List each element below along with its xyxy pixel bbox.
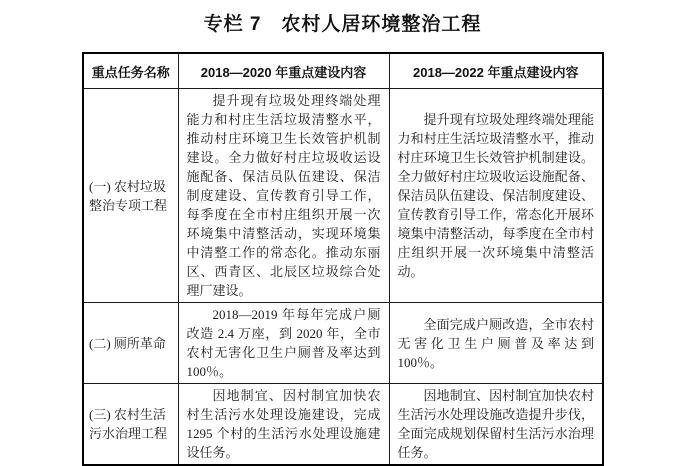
content-2018-2022-cell: 提升现有垃圾处理终端处理能力和村庄生活垃圾清整水平，推动村庄环境卫生长效管护机制建设。全力做好村庄垃圾收运设施配备、保洁员队伍建设、保洁制度建设、宣传教育引导工作，常态化开展环境集中清整活动，每季度在全市村庄组织开展一次环境集中清整活动。 [389,89,603,303]
page-title: 专栏 7 农村人居环境整治工程 [203,14,482,35]
task-name-cell: (三) 农村生活污水治理工程 [83,384,178,466]
content-2018-2020-cell: 提升现有垃圾处理终端处理能力和村庄生活垃圾清整水平，推动村庄环境卫生长效管护机制建设。全力做好村庄垃圾收运设施配备、保洁员队伍建设、保洁制度建设、宣传教育引导工作，每季度在全市村庄组织开展一次环境集中清整活动，实现环境集中清整工作的常态化。推动东丽区、西青区、北辰区垃圾综合处理厂建设。 [178,89,389,303]
header-2018-2020-content: 2018—2020 年重点建设内容 [178,53,389,89]
table-row-sewage-project [83,384,603,466]
table-row-garbage-project [83,89,603,303]
task-name-cell: (二) 厕所革命 [83,303,178,384]
content-2018-2020-cell: 2018—2019 年每年完成户厕改造 2.4 万座，到 2020 年，全市农村无害化卫生户厕普及率达到 100％。 [178,303,389,384]
project-table [82,52,604,466]
header-task-name: 重点任务名称 [83,53,178,89]
task-name-cell: (一) 农村垃圾整治专项工程 [83,89,178,303]
content-2018-2022-cell: 全面完成户厕改造，全市农村无害化卫生户厕普及率达到 100％。 [389,303,603,384]
content-2018-2020-cell: 因地制宜、因村制宜加快农村生活污水处理设施建设，完成 1295 个村的生活污水处理设施建设任务。 [178,384,389,466]
document-page [0,13,685,466]
header-2018-2022-content: 2018—2022 年重点建设内容 [389,53,603,89]
table-row-toilet-revolution [83,303,603,384]
table-header-row [83,53,603,89]
content-2018-2022-cell: 因地制宜、因村制宜加快农村生活污水处理设施改造提升步伐，全面完成规划保留村生活污水治理任务。 [389,384,603,466]
